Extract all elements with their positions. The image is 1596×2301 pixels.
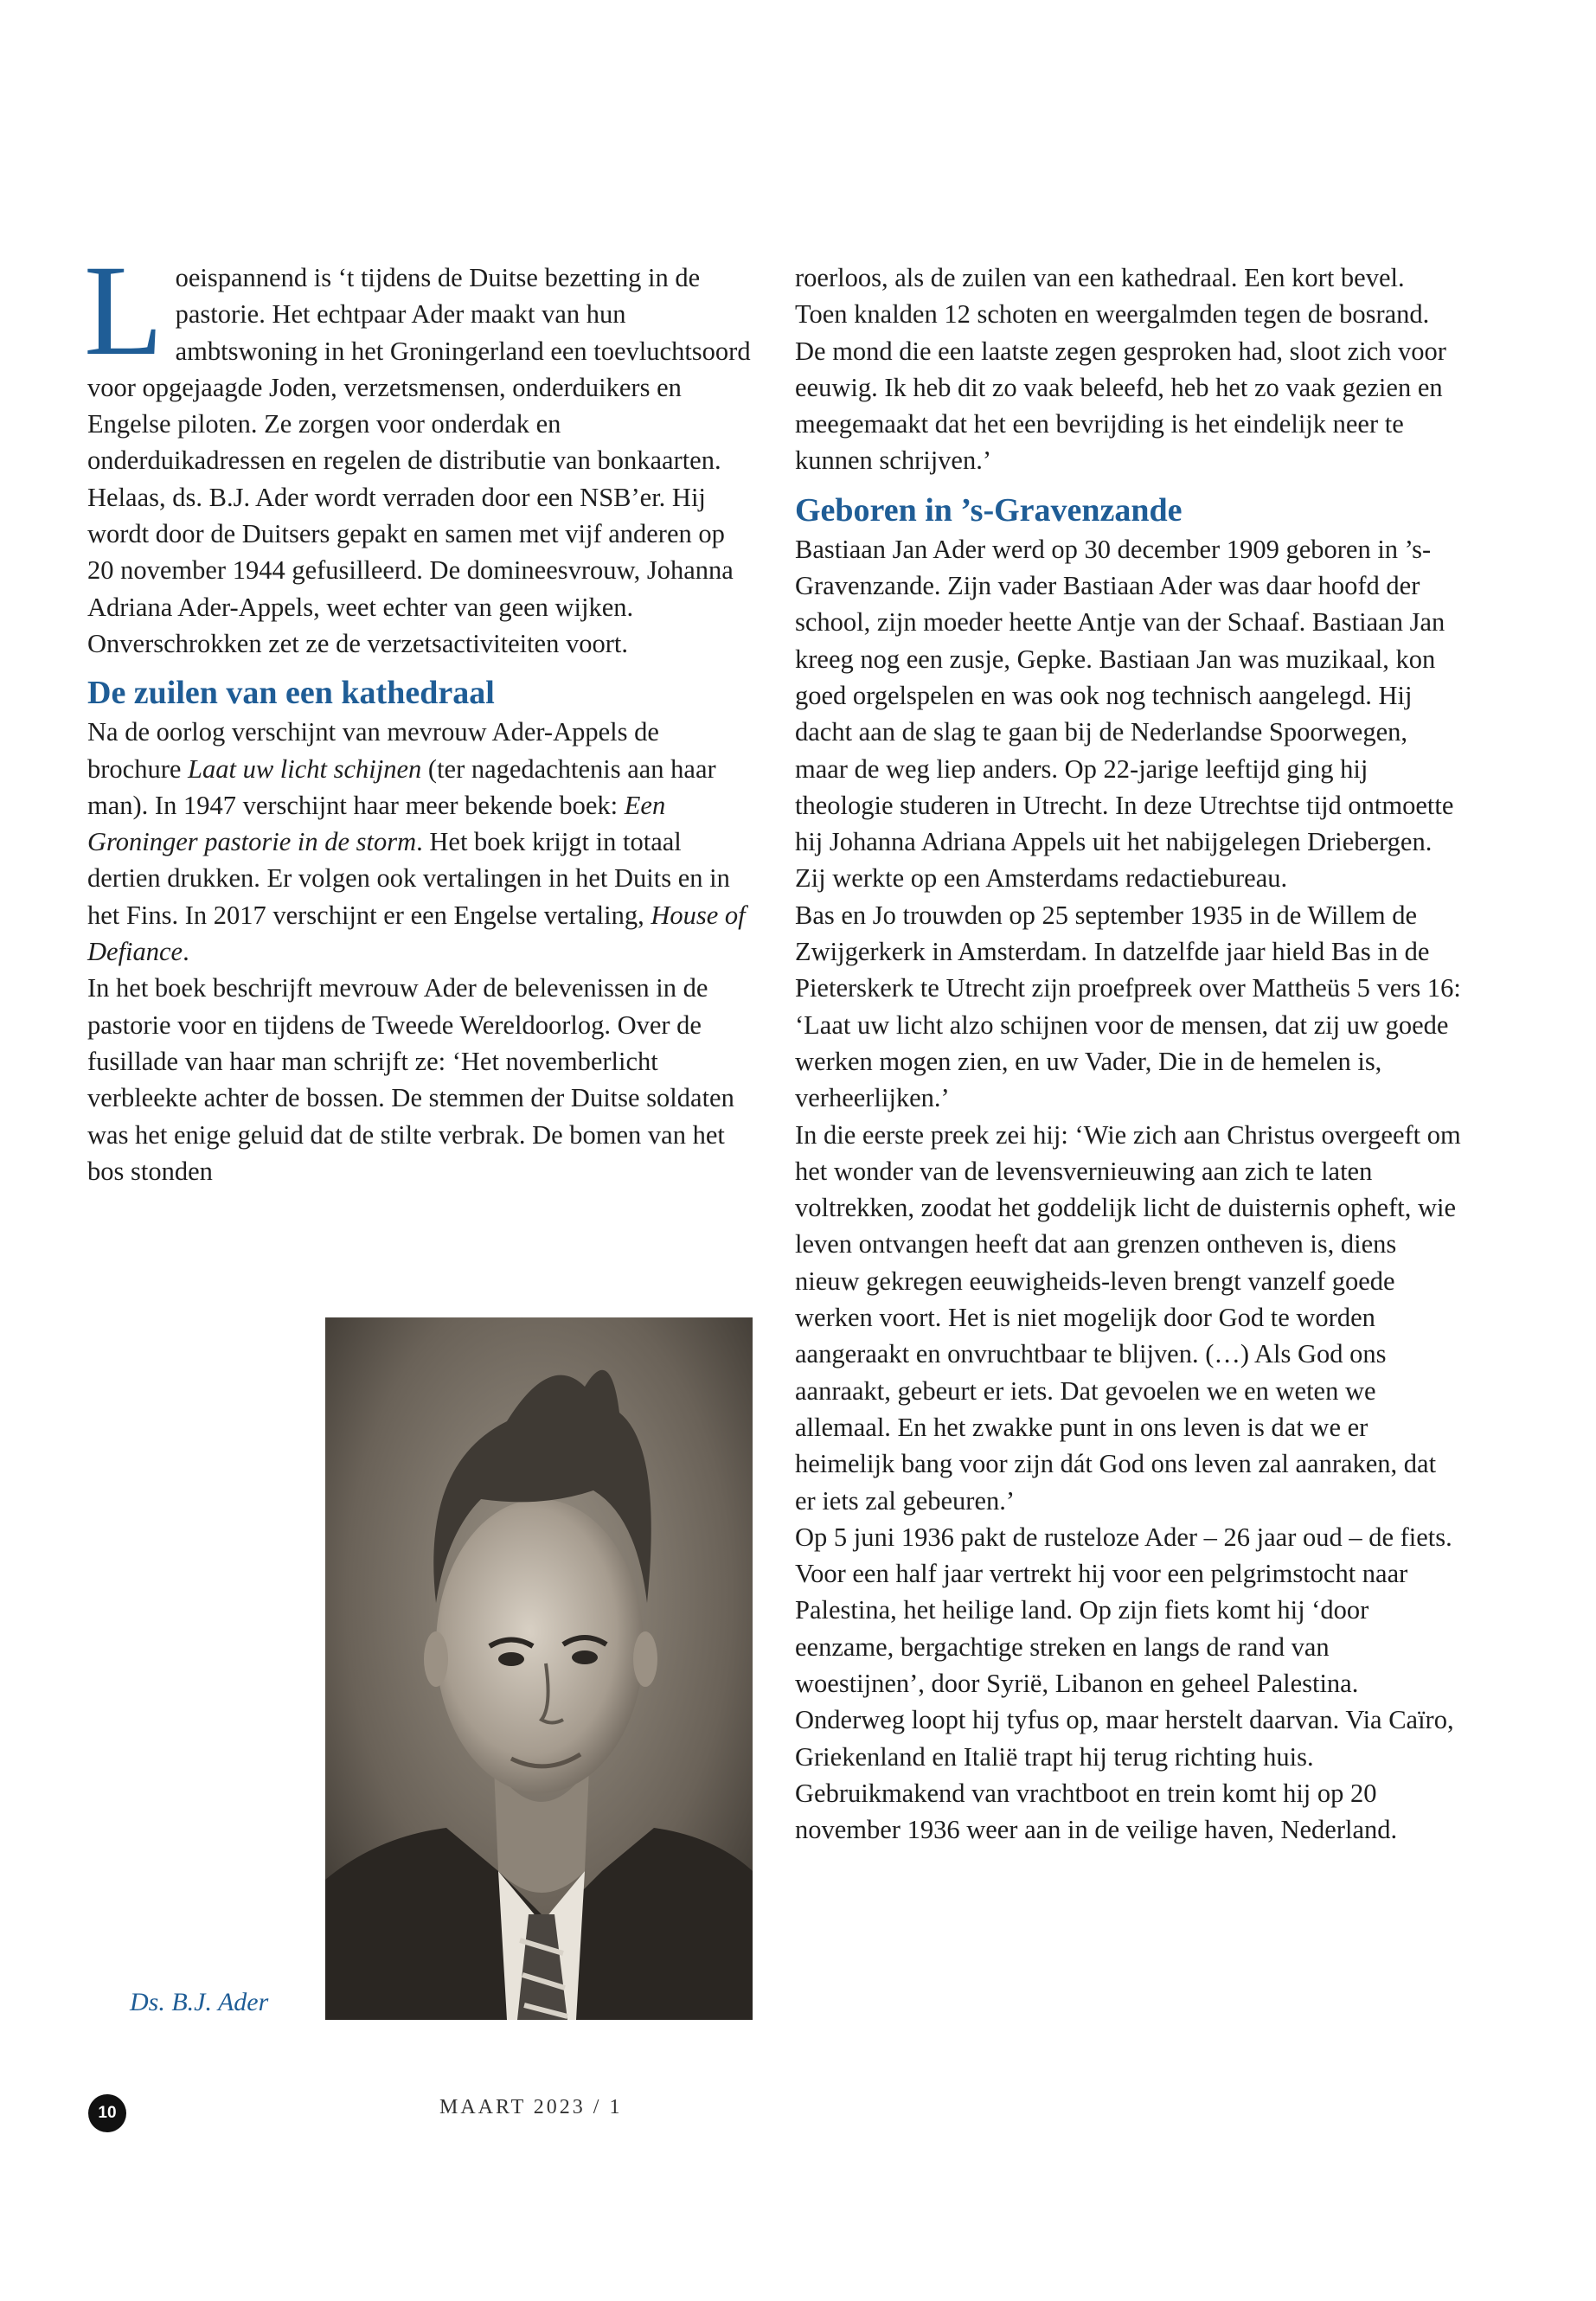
book-title-english: House of Defiance [87,900,746,967]
page-number-badge: 10 [88,2094,126,2132]
paragraph-betrayal: Helaas, ds. B.J. Ader wordt verraden door een NSB’er. Hij wordt door de Duitsers gepakt en samen met vijf anderen op 20 november 1944 gefusilleerd. De domineesvrouw, Johanna Adriana Ader-Appels, weet echter van geen wijken. Onverschrokken zet ze de verzetsactiviteiten voort. [87,482,734,658]
photo-caption: Ds. B.J. Ader [130,1988,269,2016]
books-text-b: (ter nagedachtenis aan haar man). In 1947 verschijnt haar meer bekende boek: [87,753,716,820]
paragraph-birth: Bastiaan Jan Ader werd op 30 december 1909 geboren in ’s-Gravenzande. Zijn vader Bastiaan Ader was daar hoofd der school, zijn moeder heette Antje van der Schaaf. Bastiaan Jan kreeg nog een zusje, Gepke. Bastiaan Jan was muzikaal, kon goed orgelspelen en was ook nog technisch aangelegd. Hij dacht aan de slag te gaan bij de Nederlandse Spoorwegen, maar de weg liep anders. Op 22-jarige leeftijd ging hij theologie studeren in Utrecht. In deze Utrechtse tijd ontmoette hij Johanna Adriana Appels uit het nabijgelegen Driebergen. Zij werkte op een Amsterdams redactiebureau. [795,534,1454,894]
left-column [84,239,753,1189]
paragraph-books [87,714,753,970]
book-title-brochure: Laat uw licht schijnen [188,753,422,784]
portrait-photo [325,1317,753,2020]
books-text-a: Na de oorlog verschijnt van mevrouw Ader-Appels de brochure [87,717,659,784]
drop-cap: L [84,239,163,382]
books-text-c: . Het boek krijgt in totaal dertien drukken. Er volgen ook vertalingen in het Duits en in het Fins. In 2017 verschijnt er een Engelse vertaling, [87,827,730,930]
paragraph-pilgrimage: Op 5 juni 1936 pakt de rusteloze Ader – 26 jaar oud – de fiets. Voor een half jaar vertrekt hij voor een pelgrimstocht naar Palestina, het heilige land. Op zijn fiets komt hij ‘door eenzame, bergachtige streken en langs de rand van woestijnen’, door Syrië, Libanon en geheel Palestina. Onderweg loopt hij tyfus op, maar herstelt daarvan. Via Caïro, Griekenland en Italië trapt hij terug richting huis. Gebruikmakend van vrachtboot en trein komt hij op 20 november 1936 weer aan in de veilige haven, Nederland. [795,1522,1454,1845]
paragraph-marriage: Bas en Jo trouwden op 25 september 1935 in de Willem de Zwijgerkerk in Amsterdam. In datzelfde jaar hield Bas in de Pieterskerk te Utrecht zijn proefpreek over Mattheüs 5 vers 16: ‘Laat uw licht alzo schijnen voor de mensen, dat zij uw goede werken mogen zien, en uw Vader, Die in de hemelen is, verheerlijken.’ [795,900,1461,1113]
paragraph-sermon: In die eerste preek zei hij: ‘Wie zich aan Christus overgeeft om het wonder van de levensvernieuwing aan zich te laten voltrekken, zoodat het goddelijk licht de duisternis opheft, wie leven ontvangen heeft dat aan grenzen ontheven is, diens nieuw gekregen eeuwigheids-leven brengt vanzelf goede werken voort. Het is niet mogelijk door God te worden aangeraakt en onvruchtbaar te blijven. (…) Als God ons aanraakt, gebeurt er iets. Dat gevoelen we en weten we allemaal. En het zwakke punt in ons leven is dat we er heimelijk bang voor zijn dát God ons leven zal aanraken, dat er iets zal gebeuren.’ [795,1119,1461,1516]
books-text-d: . [183,937,189,967]
intro-paragraph [84,239,753,479]
portrait-illustration [325,1317,753,2020]
right-column [795,260,1461,1848]
book-title-pastorie: Een Groninger pastorie in de storm [87,790,666,857]
heading-gravenzande: Geboren in ’s-Gravenzande [795,491,1183,529]
paragraph-fusillade: In het boek beschrijft mevrouw Ader de belevenissen in de pastorie voor en tijdens de Tweede Wereldoorlog. Over de fusillade van haar man schrijft ze: ‘Het novemberlicht verbleekte achter de bossen. De stemmen der Duitse soldaten was het enige geluid dat de stilte verbrak. De bomen van het bos stonden [87,973,734,1186]
paragraph-quote-end: roerloos, als de zuilen van een kathedraal. Een kort bevel. Toen knalden 12 schoten en weergalmden tegen de bosrand. De mond die een laatste zegen gesproken had, sloot zich voor eeuwig. Ik heb dit zo vaak beleefd, heb het zo vaak gezien en meegemaakt dat het een bevrijding is het eindelijk neer te kunnen schrijven.’ [795,263,1446,476]
issue-label: MAART 2023 / 1 [439,2096,623,2118]
heading-kathedraal: De zuilen van een kathedraal [87,675,495,712]
intro-text: oeispannend is ‘t tijdens de Duitse bezetting in de pastorie. Het echtpaar Ader maakt van hun ambtswoning in het Groningerland een toevluchtsoord voor opgejaagde Joden, verzetsmensen, onderduikers en Engelse piloten. Ze zorgen voor onderdak en onderduikadressen en regelen de distributie van bonkaarten. [87,263,751,476]
